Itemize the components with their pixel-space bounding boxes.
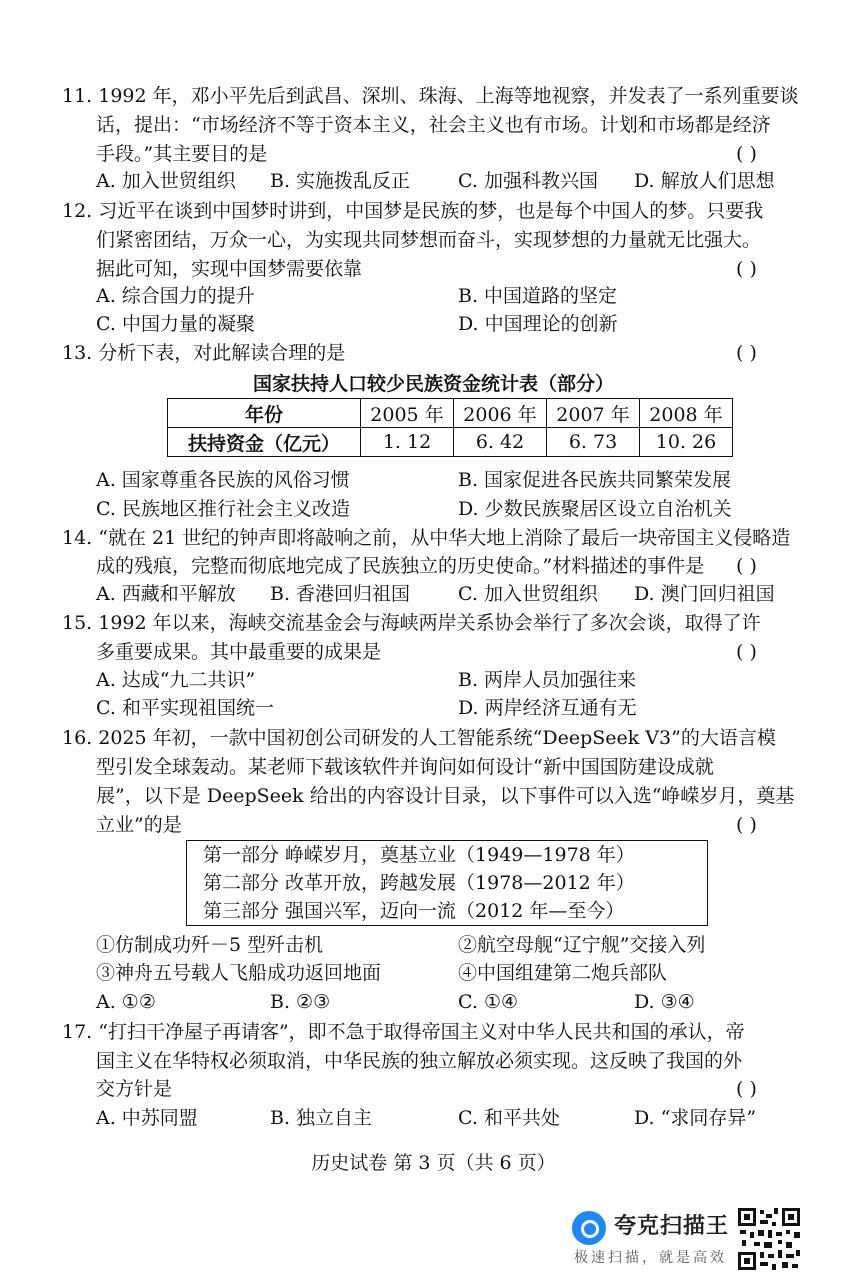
scanner-watermark bbox=[572, 1205, 734, 1273]
q13-option-a: A. 国家尊重各民族的风俗习惯 bbox=[96, 469, 350, 491]
q16-line-1: 16. 2025 年初，一款中国初创公司研发的人工智能系统“DeepSeek V3”的大语言模 bbox=[62, 727, 776, 749]
q14-option-b: B. 香港回归祖国 bbox=[270, 583, 411, 605]
table-header-cell: 2005 年 bbox=[361, 399, 454, 428]
q15-option-c: C. 和平实现祖国统一 bbox=[96, 697, 274, 719]
table-cell: 6. 42 bbox=[454, 428, 547, 457]
q16-item-1: ①仿制成功歼－5 型歼击机 bbox=[96, 934, 324, 956]
q11-option-d: D. 解放人们思想 bbox=[634, 170, 775, 192]
q17-answer-bracket: ( ) bbox=[736, 1078, 757, 1100]
table-caption: 国家扶持人口较少民族资金统计表（部分） bbox=[252, 373, 614, 395]
q12-answer-bracket: ( ) bbox=[736, 258, 757, 280]
q14-options bbox=[0, 580, 867, 608]
q16-option-d: D. ③④ bbox=[634, 991, 695, 1013]
q16-option-a: A. ①② bbox=[96, 991, 156, 1013]
q16-line-2: 型引发全球轰动。某老师下载该软件并询问如何设计“新中国国防建设成就 bbox=[96, 756, 714, 778]
table-cell: 10. 26 bbox=[640, 428, 733, 457]
q12-option-d: D. 中国理论的创新 bbox=[458, 313, 618, 335]
q11-options bbox=[0, 167, 867, 195]
brand-name: 夸克扫描王 bbox=[614, 1214, 730, 1239]
q17-option-d: D. “求同存异” bbox=[634, 1107, 757, 1129]
q13-line-1: 13. 分析下表，对此解读合理的是 bbox=[62, 342, 346, 364]
q17-option-b: B. 独立自主 bbox=[270, 1107, 373, 1129]
table-header-cell: 2008 年 bbox=[640, 399, 733, 428]
table-header-cell: 2006 年 bbox=[454, 399, 547, 428]
q11-option-a: A. 加入世贸组织 bbox=[96, 170, 236, 192]
q16-line-4: 立业”的是 bbox=[96, 814, 182, 836]
q11-line-3: 手段。”其主要目的是 bbox=[96, 143, 268, 165]
q16-items-row-2 bbox=[0, 959, 867, 987]
table-cell: 6. 73 bbox=[547, 428, 640, 457]
q16-line-3: 展”，以下是 DeepSeek 给出的内容设计目录，以下事件可以入选“峥嵘岁月，奠基 bbox=[96, 785, 795, 807]
q13-answer-bracket: ( ) bbox=[736, 342, 757, 364]
q12-option-c: C. 中国力量的凝聚 bbox=[96, 313, 255, 335]
q14-answer-bracket: ( ) bbox=[736, 555, 757, 577]
q12-options-row-2 bbox=[0, 310, 867, 338]
q11-line-1: 11. 1992 年，邓小平先后到武昌、深圳、珠海、上海等地视察，并发表了一系列重要谈 bbox=[62, 85, 799, 107]
q17-option-c: C. 和平共处 bbox=[458, 1107, 560, 1129]
q16-answer-bracket: ( ) bbox=[736, 814, 757, 836]
q13-option-c: C. 民族地区推行社会主义改造 bbox=[96, 498, 350, 520]
quark-logo-icon bbox=[572, 1211, 606, 1245]
q15-option-b: B. 两岸人员加强往来 bbox=[458, 669, 637, 691]
q14-line-1: 14. “就在 21 世纪的钟声即将敲响之前，从中华大地上消除了最后一块帝国主义侵略造 bbox=[62, 527, 791, 549]
q13-options-row-1 bbox=[0, 466, 867, 494]
q16-item-2: ②航空母舰“辽宁舰”交接入列 bbox=[458, 934, 706, 956]
q15-options-row-2 bbox=[0, 694, 867, 722]
q15-line-2: 多重要成果。其中最重要的成果是 bbox=[96, 641, 382, 663]
brand-slogan: 极速扫描，就是高效 bbox=[574, 1250, 727, 1266]
q12-line-2: 们紧密团结，万众一心，为实现共同梦想而奋斗，实现梦想的力量就无比强大。 bbox=[96, 229, 762, 251]
qr-code-icon bbox=[736, 1206, 802, 1272]
table-cell: 扶持资金（亿元） bbox=[168, 428, 361, 457]
page-footer: 历史试卷 第 3 页（共 6 页） bbox=[311, 1152, 556, 1174]
q15-options-row-1 bbox=[0, 666, 867, 694]
q16-option-c: C. ①④ bbox=[458, 991, 519, 1013]
q13-options-row-2 bbox=[0, 495, 867, 523]
q11-line-2: 话，提出：“市场经济不等于资本主义，社会主义也有市场。计划和市场都是经济 bbox=[96, 114, 771, 136]
deepseek-outline-box bbox=[186, 840, 708, 926]
q15-option-d: D. 两岸经济互通有无 bbox=[458, 697, 637, 719]
q14-option-a: A. 西藏和平解放 bbox=[96, 583, 236, 605]
q14-line-2: 成的残痕，完整而彻底地完成了民族独立的历史使命。”材料描述的事件是 bbox=[96, 555, 705, 577]
q14-option-d: D. 澳门回归祖国 bbox=[634, 583, 775, 605]
q17-line-2: 国主义在华特权必须取消，中华民族的独立解放必须实现。这反映了我国的外 bbox=[96, 1050, 743, 1072]
q11-option-c: C. 加强科教兴国 bbox=[458, 170, 598, 192]
table-header-row bbox=[168, 399, 733, 428]
q11-option-b: B. 实施拨乱反正 bbox=[270, 170, 411, 192]
q17-line-1: 17. “打扫干净屋子再请客”，即不急于取得帝国主义对中华人民共和国的承认，帝 bbox=[62, 1021, 745, 1043]
q13-option-b: B. 国家促进各民族共同繁荣发展 bbox=[458, 469, 732, 491]
q12-line-1: 12. 习近平在谈到中国梦时讲到，中国梦是民族的梦，也是每个中国人的梦。只要我 bbox=[62, 200, 764, 222]
table-cell: 1. 12 bbox=[361, 428, 454, 457]
q12-line-3: 据此可知，实现中国梦需要依靠 bbox=[96, 258, 363, 280]
q16-items-row-1 bbox=[0, 931, 867, 959]
q12-option-b: B. 中国道路的坚定 bbox=[458, 285, 618, 307]
q17-options bbox=[0, 1104, 867, 1132]
q12-options-row-1 bbox=[0, 282, 867, 310]
outline-part-2: 第二部分 改革开放，跨越发展（1978—2012 年） bbox=[203, 872, 635, 894]
q11-answer-bracket: ( ) bbox=[736, 143, 757, 165]
q16-item-4: ④中国组建第二炮兵部队 bbox=[458, 962, 668, 984]
q12-option-a: A. 综合国力的提升 bbox=[96, 285, 255, 307]
funding-table bbox=[167, 398, 733, 457]
q15-option-a: A. 达成“九二共识” bbox=[96, 669, 256, 691]
q15-answer-bracket: ( ) bbox=[736, 641, 757, 663]
q14-option-c: C. 加入世贸组织 bbox=[458, 583, 598, 605]
outline-part-1: 第一部分 峥嵘岁月，奠基立业（1949—1978 年） bbox=[203, 844, 635, 866]
q17-option-a: A. 中苏同盟 bbox=[96, 1107, 198, 1129]
q13-option-d: D. 少数民族聚居区设立自治机关 bbox=[458, 498, 732, 520]
table-row bbox=[168, 428, 733, 457]
table-header-cell: 2007 年 bbox=[547, 399, 640, 428]
q15-line-1: 15. 1992 年以来，海峡交流基金会与海峡两岸关系协会举行了多次会谈，取得了许 bbox=[62, 612, 761, 634]
outline-part-3: 第三部分 强国兴军，迈向一流（2012 年—至今） bbox=[203, 900, 625, 922]
q17-line-3: 交方针是 bbox=[96, 1078, 173, 1100]
table-header-cell: 年份 bbox=[168, 399, 361, 428]
q16-item-3: ③神舟五号载人飞船成功返回地面 bbox=[96, 962, 382, 984]
q16-options bbox=[0, 988, 867, 1016]
q16-option-b: B. ②③ bbox=[270, 991, 331, 1013]
